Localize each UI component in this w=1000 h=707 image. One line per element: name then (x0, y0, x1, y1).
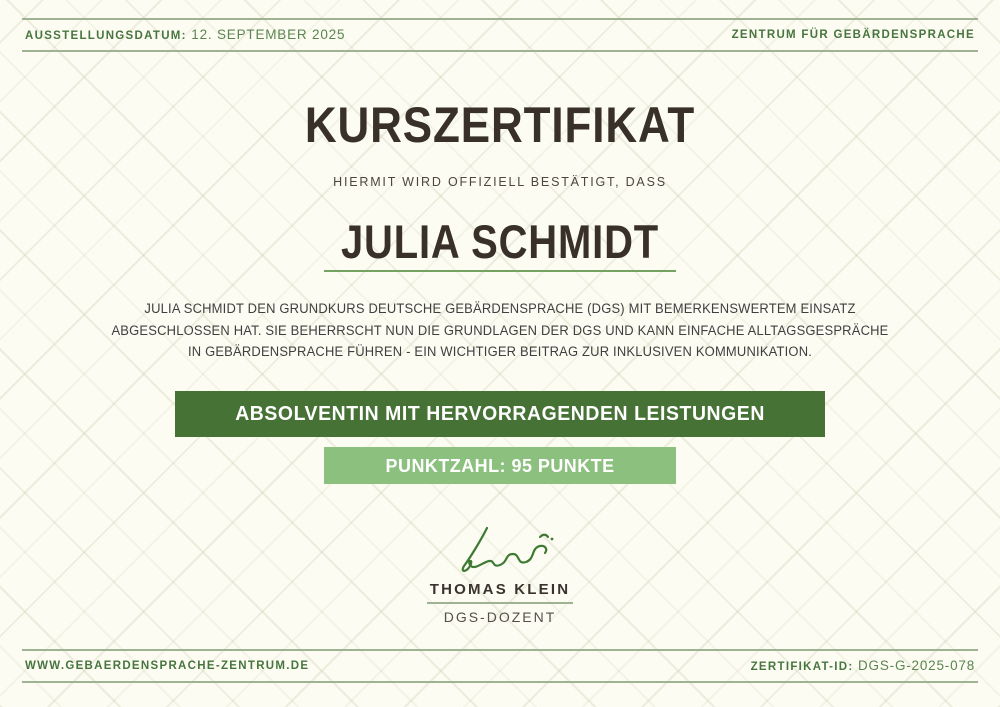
certificate-id-label: ZERTIFIKAT-ID: (750, 661, 854, 673)
issue-date-value: 12. SEPTEMBER 2025 (191, 27, 346, 42)
score-banner (324, 447, 676, 484)
certificate-body (0, 298, 1000, 363)
intro-text: HIERMIT WIRD OFFIZIELL BESTÄTIGT, DASS (333, 175, 667, 189)
award-banner (175, 391, 825, 437)
website-text: WWW.GEBAERDENSPRACHE-ZENTRUM.DE (25, 660, 310, 672)
score-banner-text: PUNKTZAHL: 95 PUNKTE (385, 454, 615, 476)
certificate-id-value: DGS-G-2025-078 (858, 658, 975, 673)
issue-date (25, 26, 345, 44)
signer-name: THOMAS KLEIN (429, 581, 571, 598)
body-line: JULIA SCHMIDT DEN GRUNDKURS DEUTSCHE GEBÄRDENSPRACHE (DGS) MIT BEMERKENSWERTEM EINSATZ (144, 301, 856, 316)
recipient-underline (324, 270, 676, 272)
issue-date-label: AUSSTELLUNGSDATUM: (25, 30, 187, 42)
certificate-footer (22, 649, 978, 683)
certificate-title: KURSZERTIFIKAT (304, 97, 696, 153)
body-line: IN GEBÄRDENSPRACHE FÜHREN - EIN WICHTIGER BEITRAG ZUR INKLUSIVEN KOMMUNIKATION. (187, 344, 813, 359)
recipient-name: JULIA SCHMIDT (340, 215, 660, 268)
handwritten-signature-icon (440, 522, 560, 578)
certificate-header (22, 18, 978, 52)
signer-title: DGS-DOZENT (443, 609, 557, 625)
signature-divider (427, 602, 573, 604)
signature-block (0, 522, 1000, 578)
certificate-id (751, 657, 975, 675)
award-banner-text: ABSOLVENTIN MIT HERVORRAGENDEN LEISTUNGEN (235, 402, 765, 425)
body-line: ABGESCHLOSSEN HAT. SIE BEHERRSCHT NUN DIE GRUNDLAGEN DER DGS UND KANN EINFACHE ALLTAGSGESPRÄCHE (111, 322, 889, 338)
organization-name: ZENTRUM FÜR GEBÄRDENSPRACHE (731, 29, 975, 41)
